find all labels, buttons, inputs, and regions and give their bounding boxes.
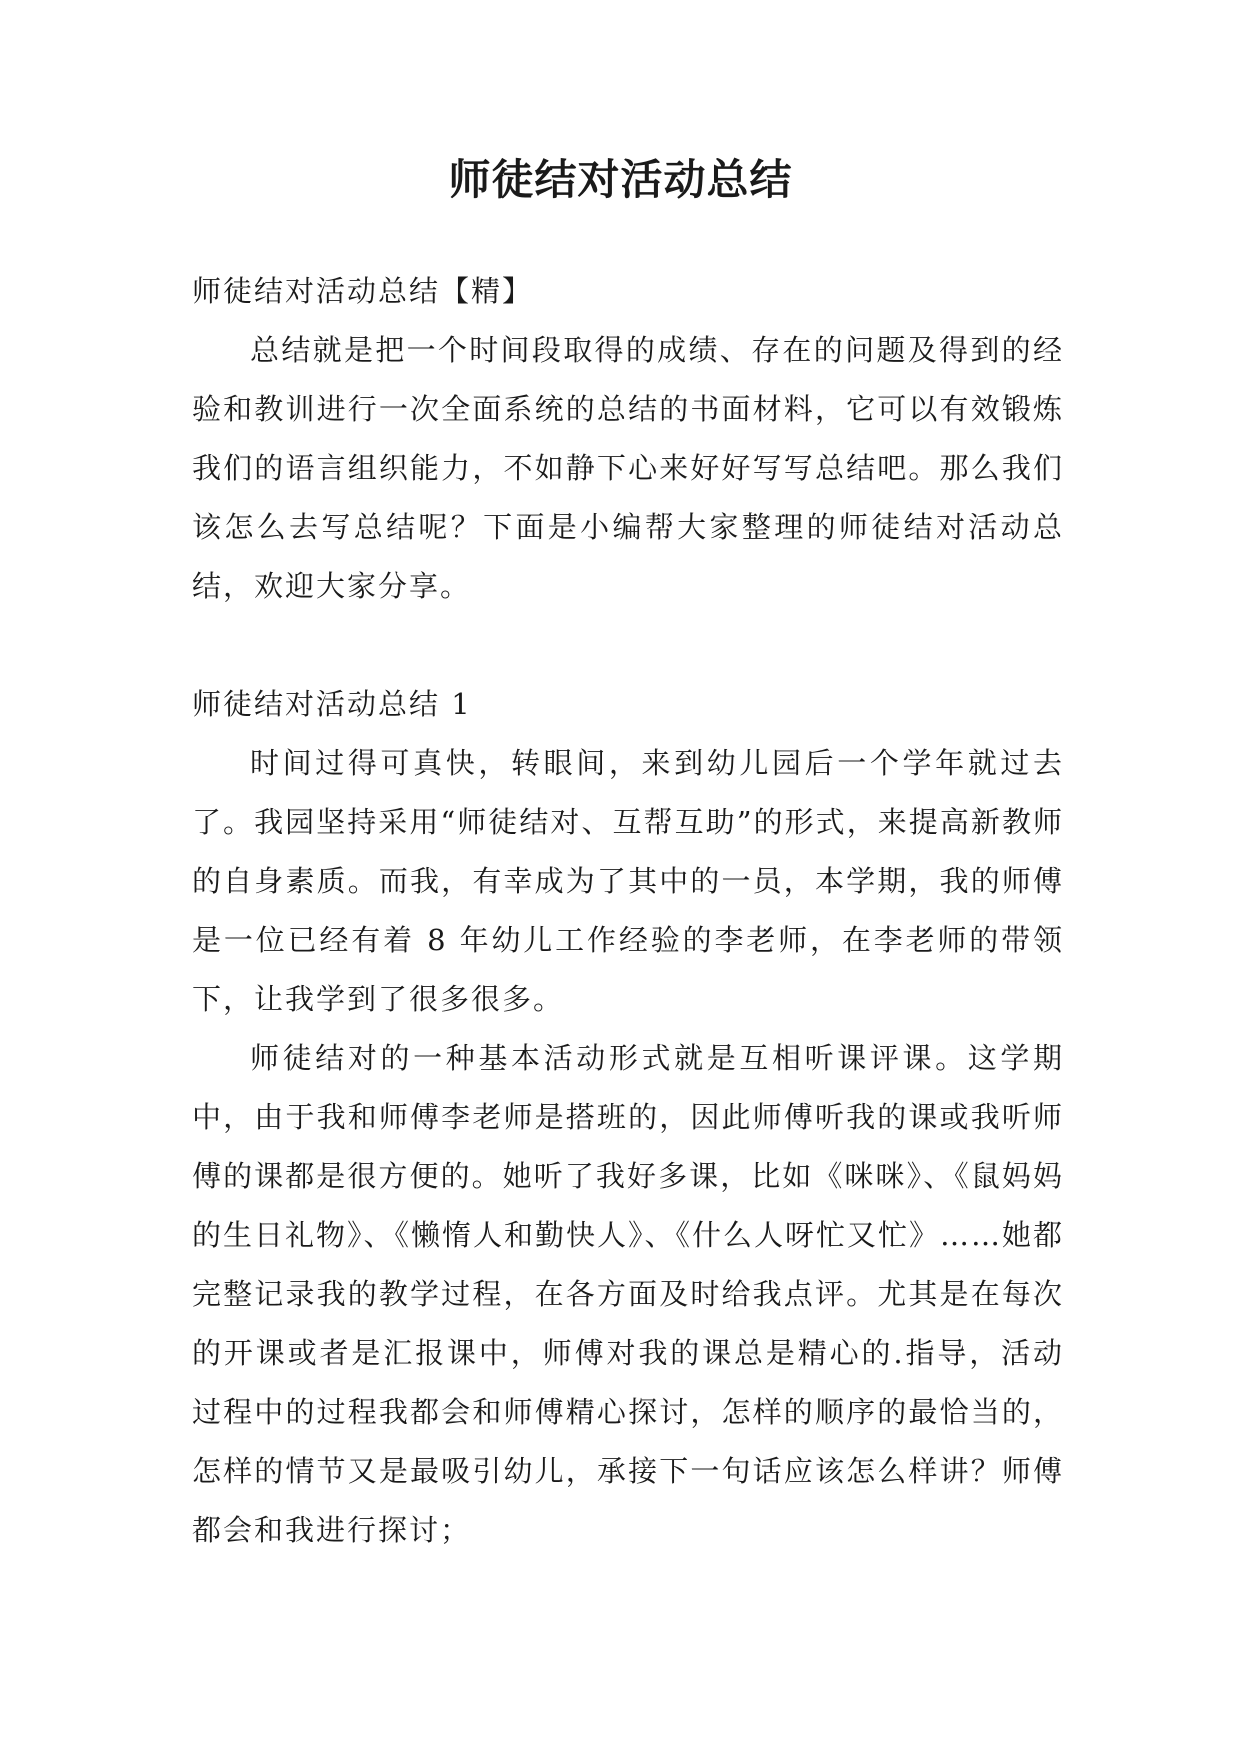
intro-paragraph: 总结就是把一个时间段取得的成绩、存在的问题及得到的经验和教训进行一次全面系统的总结的书面材料，它可以有效锻炼我们的语言组织能力，不如静下心来好好写写总结吧。那么我们该怎么去写总结呢？下面是小编帮大家整理的师徒结对活动总结，欢迎大家分享。 bbox=[192, 333, 1064, 603]
section-heading: 师徒结对活动总结 1 bbox=[192, 687, 472, 721]
document-body bbox=[192, 262, 1064, 1560]
page-title: 师徒结对活动总结 bbox=[448, 155, 793, 204]
section-spacer bbox=[192, 616, 1064, 675]
document-subtitle: 师徒结对活动总结【精】 bbox=[192, 274, 534, 308]
body-paragraph-2: 师徒结对的一种基本活动形式就是互相听课评课。这学期中，由于我和师傅李老师是搭班的，因此师傅听我的课或我听师傅的课都是很方便的。她听了我好多课，比如《咪咪》、《鼠妈妈的生日礼物》、《懒惰人和勤快人》、《什么人呀忙又忙》……她都完整记录我的教学过程，在各方面及时给我点评。尤其是在每次的开课或者是汇报课中，师傅对我的课总是精心的.指导，活动过程中的过程我都会和师傅精心探讨，怎样的顺序的最恰当的，怎样的情节又是最吸引幼儿，承接下一句话应该怎么样讲？师傅都会和我进行探讨； bbox=[192, 1041, 1065, 1547]
body-paragraph-1: 时间过得可真快，转眼间，来到幼儿园后一个学年就过去了。我园坚持采用“师徒结对、互帮互助”的形式，来提高新教师的自身素质。而我，有幸成为了其中的一员，本学期，我的师傅是一位已经有着 8 年幼儿工作经验的李老师，在李老师的带领下，让我学到了很多很多。 bbox=[192, 746, 1064, 1016]
